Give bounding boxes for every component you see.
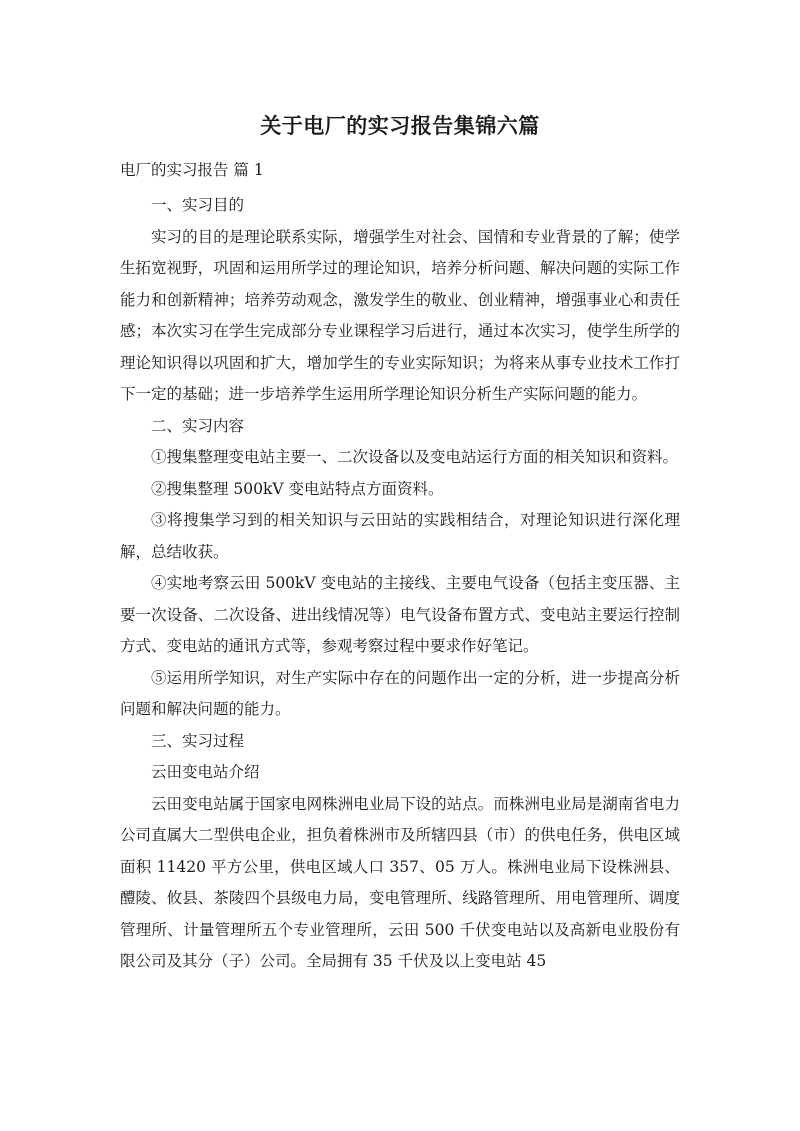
section-heading-purpose: 一、实习目的 [151,196,245,214]
sub-heading-station-intro: 云田变电站介绍 [151,763,260,781]
paragraph-content-item-3: ③将搜集学习到的相关知识与云田站的实践相结合，对理论知识进行深化理解，总结收获。 [120,511,680,561]
document-subtitle: 电厂的实习报告 篇 1 [120,161,264,179]
paragraph-content-item-2: ②搜集整理 500kV 变电站特点方面资料。 [151,479,444,498]
section-heading-content: 二、实习内容 [151,416,245,435]
document-title: 关于电厂的实习报告集锦六篇 [260,114,540,138]
section-heading-process: 三、实习过程 [151,731,245,750]
paragraph-content-item-4: ④实地考察云田 500kV 变电站的主接线、主要电气设备（包括主变压器、主要一次设备、二次设备、进出线情况等）电气设备布置方式、变电站主要运行控制方式、变电站的通讯方式等，参观考察过程中要求作好笔记。 [120,574,680,655]
paragraph-station-intro: 云田变电站属于国家电网株洲电业局下设的站点。而株洲电业局是湖南省电力公司直属大二型供电企业，担负着株洲市及所辖四县（市）的供电任务，供电区域面积 11420 平方公里，供电区域人口 357、05 万人。株洲电业局下设株洲县、醴陵、攸县、茶陵四个县级电力局，变电管理所、线路管理所、用电管理所、调度管理所、计量管理所五个专业管理所，云田 500 千伏变电站以及高新电业股份有限公司及其分（子）公司。全局拥有 35 千伏及以上变电站 45 [120,794,680,970]
document-page [120,112,680,978]
paragraph-purpose: 实习的目的是理论联系实际，增强学生对社会、国情和专业背景的了解；使学生拓宽视野，巩固和运用所学过的理论知识，培养分析问题、解决问题的实际工作能力和创新精神；培养劳动观念，激发学生的敬业、创业精神，增强事业心和责任感；本次实习在学生完成部分专业课程学习后进行，通过本次实习，使学生所学的理论知识得以巩固和扩大，增加学生的专业实际知识；为将来从事专业技术工作打下一定的基础；进一步培养学生运用所学理论知识分析生产实际问题的能力。 [120,227,680,403]
paragraph-content-item-5: ⑤运用所学知识，对生产实际中存在的问题作出一定的分析，进一步提高分析问题和解决问题的能力。 [120,668,680,718]
paragraph-content-item-1: ①搜集整理变电站主要一、二次设备以及变电站运行方面的相关知识和资料。 [151,448,679,466]
